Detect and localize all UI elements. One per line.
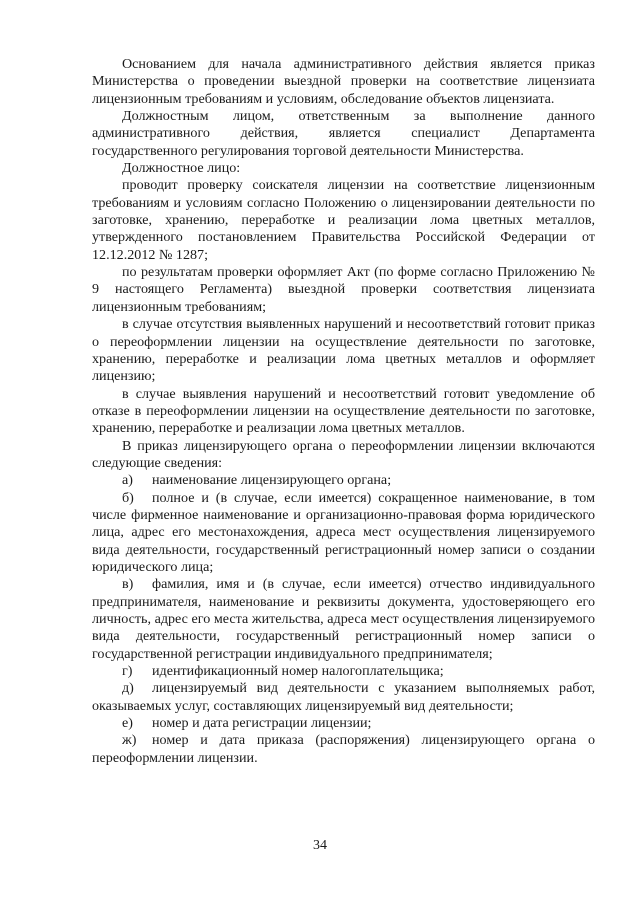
list-item — [92, 715, 595, 732]
page-number: 34 — [313, 838, 327, 853]
list-item-text: наименование лицензирующего органа; — [152, 472, 392, 489]
list-marker: а) — [122, 472, 133, 489]
list-item-text: номер и дата приказа (распоряжения) лицензирующего органа о переоформлении лицензии. — [92, 732, 595, 766]
list-marker: г) — [122, 663, 133, 680]
list-item — [92, 576, 595, 663]
paragraph-inspection-act: по результатам проверки оформляет Акт (по форме согласно Приложению № 9 настоящего Регламента) выездной проверки соответствия лицензиата лицензионным требованиям; — [92, 264, 595, 315]
paragraph-official-heading: Должностное лицо: — [122, 160, 241, 177]
document-page — [92, 56, 595, 767]
list-item — [92, 490, 595, 577]
list-marker: ж) — [122, 732, 137, 749]
paragraph-no-violations: в случае отсутствия выявленных нарушений и несоответствий готовит приказ о переоформлении лицензии на осуществление деятельности по заготовке, хранению, переработке и реализации лома цветных металлов и оформляет лицензию; — [92, 316, 595, 385]
list-marker: д) — [122, 680, 134, 697]
list-item-text: идентификационный номер налогоплательщика; — [152, 663, 444, 680]
list-item — [92, 680, 595, 715]
paragraph-order-contents: В приказ лицензирующего органа о переоформлении лицензии включаются следующие сведения: — [92, 437, 595, 471]
list-item-text: полное и (в случае, если имеется) сокращенное наименование, в том числе фирменное наименование и организационно-правовая форма юридического лица, адрес его местонахождения, адреса мест осуществления лицензируемого вида деятельности, государственный регистрационный номер записи о создании юридического лица; — [92, 489, 595, 575]
paragraph-basis: Основанием для начала административного действия является приказ Министерства о проведении выездной проверки на соответствие лицензиата лицензионным требованиям и условиям, обследование объектов лицензиата. — [92, 56, 595, 107]
list-item-text: лицензируемый вид деятельности с указанием выполняемых работ, оказываемых услуг, составляющих лицензируемый вид деятельности; — [92, 680, 595, 714]
list-item-text: номер и дата регистрации лицензии; — [152, 715, 372, 732]
list-item — [92, 732, 595, 767]
list-marker: б) — [122, 489, 134, 506]
list-item — [92, 663, 595, 680]
list-item-text: фамилия, имя и (в случае, если имеется) отчество индивидуального предпринимателя, наименование и реквизиты документа, удостоверяющего его личность, адрес его места жительства, адреса мест осуществления лицензируемого вида деятельности, государственный регистрационный номер записи о государственной регистрации индивидуального предпринимателя; — [92, 576, 595, 662]
list-item — [92, 472, 595, 489]
list-marker: в) — [122, 576, 134, 593]
paragraph-violations-found: в случае выявления нарушений и несоответствий готовит уведомление об отказе в переоформлении лицензии на осуществление деятельности по заготовке, хранению, переработке и реализации лома цветных металлов. — [92, 385, 595, 437]
paragraph-conducts-inspection: проводит проверку соискателя лицензии на соответствие лицензионным требованиям и условиям согласно Положению о лицензировании деятельности по заготовке, хранению, переработке и реализации лома цветных металлов, утвержденного постановлением Правительства Российской Федерации от 12.12.2012 № 1287; — [92, 177, 595, 263]
list-marker: е) — [122, 715, 133, 732]
paragraph-responsible-official: Должностным лицом, ответственным за выполнение данного административного действия, является специалист Департамента государственного регулирования торговой деятельности Министерства. — [92, 108, 595, 159]
